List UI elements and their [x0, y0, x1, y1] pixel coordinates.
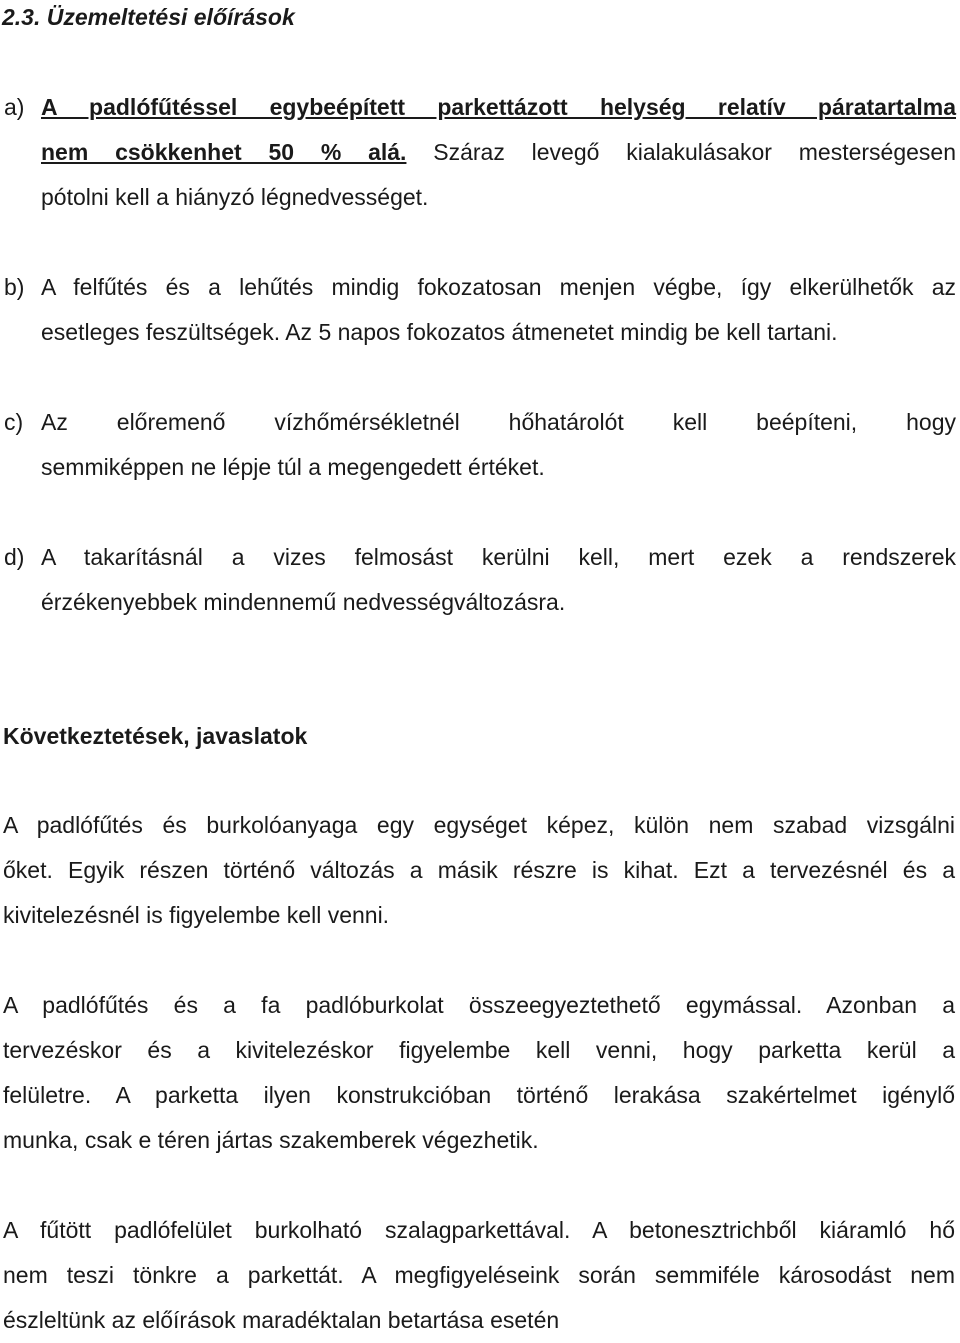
- text-line: kivitelezésnél is figyelembe kell venni.: [3, 902, 390, 928]
- list-item-c: [4, 400, 956, 490]
- paragraph-3: [3, 1208, 955, 1343]
- section-title: 2.3. Üzemeltetési előírások: [2, 4, 295, 30]
- text-line: A felfűtés és a lehűtés mindig fokozatosan menjen végbe, így elkerülhetők az: [41, 274, 956, 300]
- text-line: A padlófűtés és a fa padlóburkolat összeegyeztethető egymással. Azonban a: [3, 992, 955, 1018]
- paragraph-2: [3, 983, 955, 1163]
- list-item-body: [41, 85, 956, 220]
- text-line: [41, 130, 956, 175]
- text-line: Az előremenő vízhőmérsékletnél hőhatárolót kell beépíteni, hogy: [41, 409, 956, 435]
- list-item-body: [41, 400, 956, 490]
- list-marker: d): [4, 544, 25, 570]
- text-line: [41, 85, 956, 130]
- list-item-d: [4, 535, 956, 625]
- emphasis-text: nem csökkenhet 50 % alá.: [41, 139, 407, 165]
- list-marker: b): [4, 274, 25, 300]
- text-line: esetleges feszültségek. Az 5 napos fokozatos átmenetet mindig be kell tartani.: [41, 319, 838, 345]
- plain-text: Száraz levegő kialakulásakor mesterségesen: [406, 139, 956, 165]
- text-line: [41, 175, 956, 220]
- list-item-body: [41, 535, 956, 625]
- text-line: őket. Egyik részen történő változás a másik részre is kihat. Ezt a tervezésnél és a: [3, 857, 955, 883]
- text-line: érzékenyebbek mindennemű nedvességváltozásra.: [41, 589, 566, 615]
- list-item-body: [41, 265, 956, 355]
- text-line: A fűtött padlófelület burkolható szalagparkettával. A betonesztrichből kiáramló hő: [3, 1217, 955, 1243]
- list-item-b: [4, 265, 956, 355]
- plain-text: pótolni kell a hiányzó légnedvességet.: [41, 184, 429, 210]
- emphasis-text: A padlófűtéssel egybeépített parkettázott helység relatív páratartalma: [41, 94, 956, 120]
- text-line: felületre. A parketta ilyen konstrukcióban történő lerakása szakértelmet igénylő: [3, 1082, 955, 1108]
- text-line: A takarításnál a vizes felmosást kerülni kell, mert ezek a rendszerek: [41, 544, 956, 570]
- list-marker: a): [4, 94, 25, 120]
- text-line: észleltünk az előírások maradéktalan betartása esetén: [3, 1307, 560, 1333]
- text-line: munka, csak e téren jártas szakemberek végezhetik.: [3, 1127, 539, 1153]
- text-line: tervezéskor és a kivitelezéskor figyelembe kell venni, hogy parketta kerül a: [3, 1037, 955, 1063]
- text-line: semmiképpen ne lépje túl a megengedett értéket.: [41, 454, 545, 480]
- paragraph-1: [3, 803, 955, 938]
- text-line: A padlófűtés és burkolóanyaga egy egységet képez, külön nem szabad vizsgálni: [3, 812, 955, 838]
- list-item-a: [4, 85, 956, 220]
- list-marker: c): [4, 409, 24, 435]
- text-line: nem teszi tönkre a parkettát. A megfigyeléseink során semmiféle károsodást nem: [3, 1262, 955, 1288]
- subheading: Következtetések, javaslatok: [3, 723, 308, 749]
